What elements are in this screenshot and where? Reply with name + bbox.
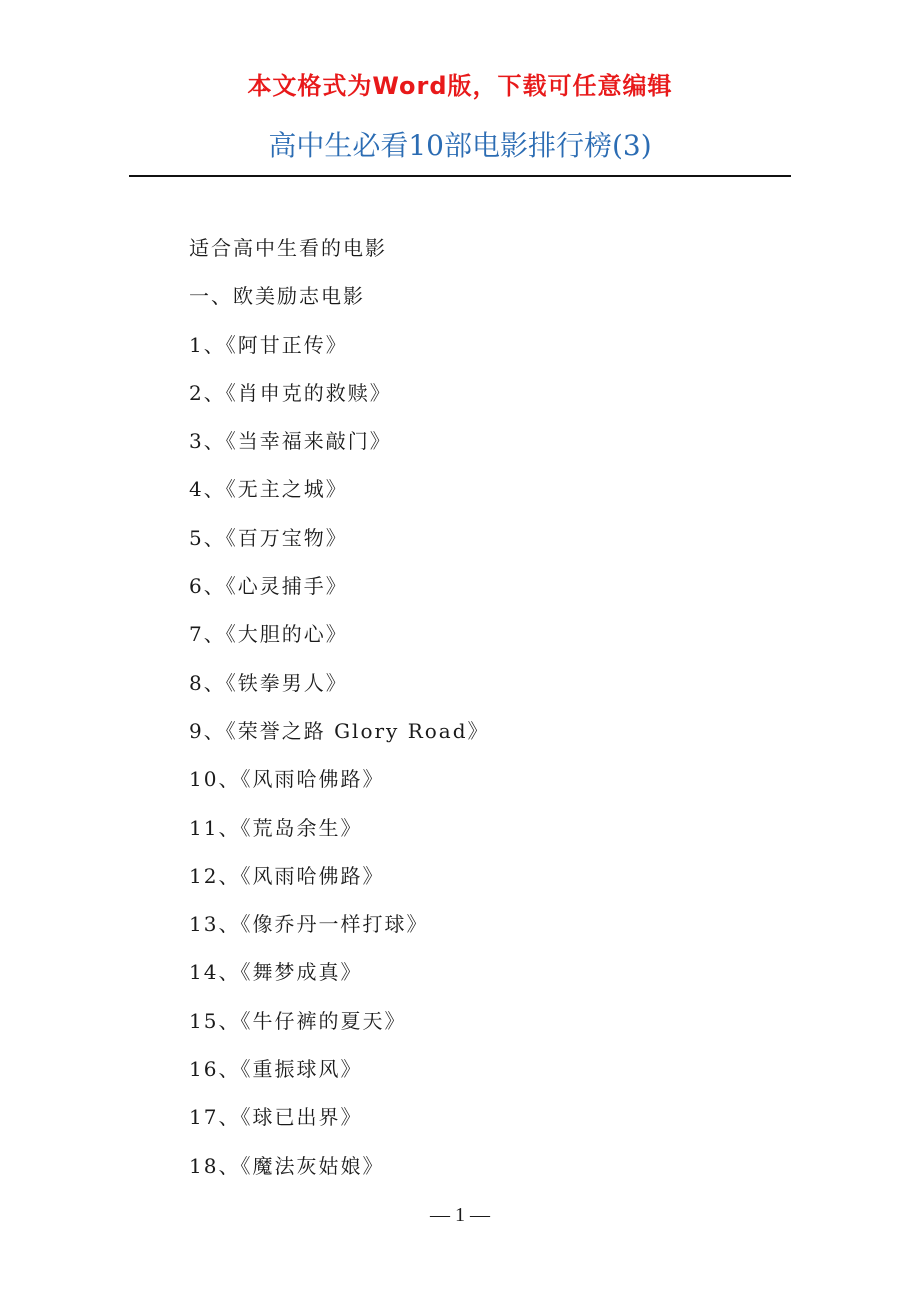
document-title: 高中生必看10部电影排行榜(3) xyxy=(268,129,652,162)
list-item: 18、《魔法灰姑娘》 xyxy=(189,1153,385,1178)
list-item: 10、《风雨哈佛路》 xyxy=(189,767,385,792)
list-item: 9、《荣誉之路 Glory Road》 xyxy=(189,718,490,743)
list-item: 1、《阿甘正传》 xyxy=(189,332,348,357)
list-item: 13、《像乔丹一样打球》 xyxy=(189,912,429,937)
format-notice: 本文格式为Word版，下载可任意编辑 xyxy=(247,72,673,100)
list-item: 7、《大胆的心》 xyxy=(189,622,348,647)
section-heading: 一、欧美励志电影 xyxy=(189,284,365,309)
list-item: 11、《荒岛余生》 xyxy=(189,815,363,840)
list-item: 12、《风雨哈佛路》 xyxy=(189,863,385,888)
list-item: 14、《舞梦成真》 xyxy=(189,960,363,985)
list-item: 3、《当幸福来敲门》 xyxy=(189,429,392,454)
list-item: 15、《牛仔裤的夏天》 xyxy=(189,1008,407,1033)
list-item: 6、《心灵捕手》 xyxy=(189,574,348,599)
intro-line: 适合高中生看的电影 xyxy=(189,236,387,260)
page-number: — 1 — xyxy=(430,1204,490,1226)
list-item: 5、《百万宝物》 xyxy=(189,525,348,550)
list-item: 8、《铁拳男人》 xyxy=(189,670,348,695)
document-body xyxy=(189,224,789,1190)
list-item: 4、《无主之城》 xyxy=(189,477,348,502)
list-item: 16、《重振球风》 xyxy=(189,1057,363,1082)
list-item: 17、《球已出界》 xyxy=(189,1105,363,1130)
list-item: 2、《肖申克的救赎》 xyxy=(189,380,392,405)
title-divider xyxy=(129,175,791,177)
